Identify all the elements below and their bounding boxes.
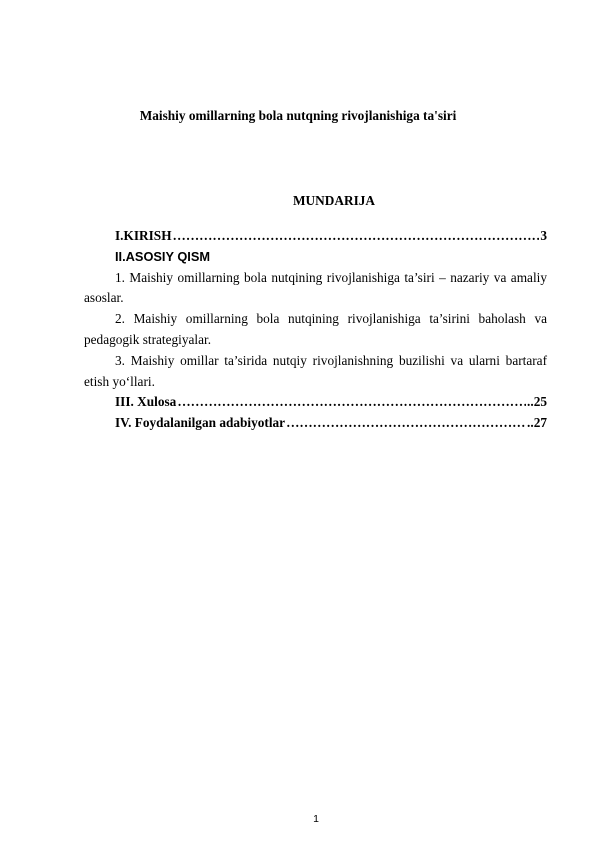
toc-entry-page: 3 bbox=[540, 228, 547, 243]
toc-leader-dots bbox=[173, 226, 540, 247]
toc-item-2[interactable]: 2. Maishiy omillarning bola nutqining rivojlanishiga ta’sirini baholash va pedagogik strategiyalar. bbox=[84, 311, 547, 347]
toc-section-main[interactable]: II.ASOSIY QISM bbox=[115, 248, 211, 264]
toc-entry-intro[interactable] bbox=[84, 226, 547, 247]
toc-entry-label: I.KIRISH bbox=[115, 228, 172, 243]
document-title: Maishiy omillarning bola nutqning rivojlanishiga ta'siri bbox=[139, 108, 457, 123]
toc-leader-dots bbox=[286, 413, 526, 434]
toc-entry-conclusion[interactable] bbox=[84, 392, 547, 413]
toc-item-1[interactable]: 1. Maishiy omillarning bola nutqining rivojlanishiga ta’siri – nazariy va amaliy asoslar. bbox=[84, 269, 547, 306]
toc-item-3[interactable]: 3. Maishiy omillar ta’sirida nutqiy rivojlanishning buzilishi va ularni bartaraf etish yo‘llari. bbox=[84, 352, 547, 389]
toc-entry-page: ..27 bbox=[527, 415, 547, 431]
page-number: 1 bbox=[313, 813, 319, 825]
table-of-contents bbox=[84, 226, 547, 434]
toc-entry-label: IV. Foydalanilgan adabiyotlar bbox=[115, 415, 286, 431]
toc-leader-dots bbox=[177, 392, 526, 413]
toc-heading: MUNDARIJA bbox=[293, 193, 375, 208]
toc-entry-page: ..25 bbox=[527, 394, 547, 410]
toc-entry-references[interactable] bbox=[84, 413, 547, 434]
toc-entry-label: III. Xulosa bbox=[115, 394, 177, 410]
